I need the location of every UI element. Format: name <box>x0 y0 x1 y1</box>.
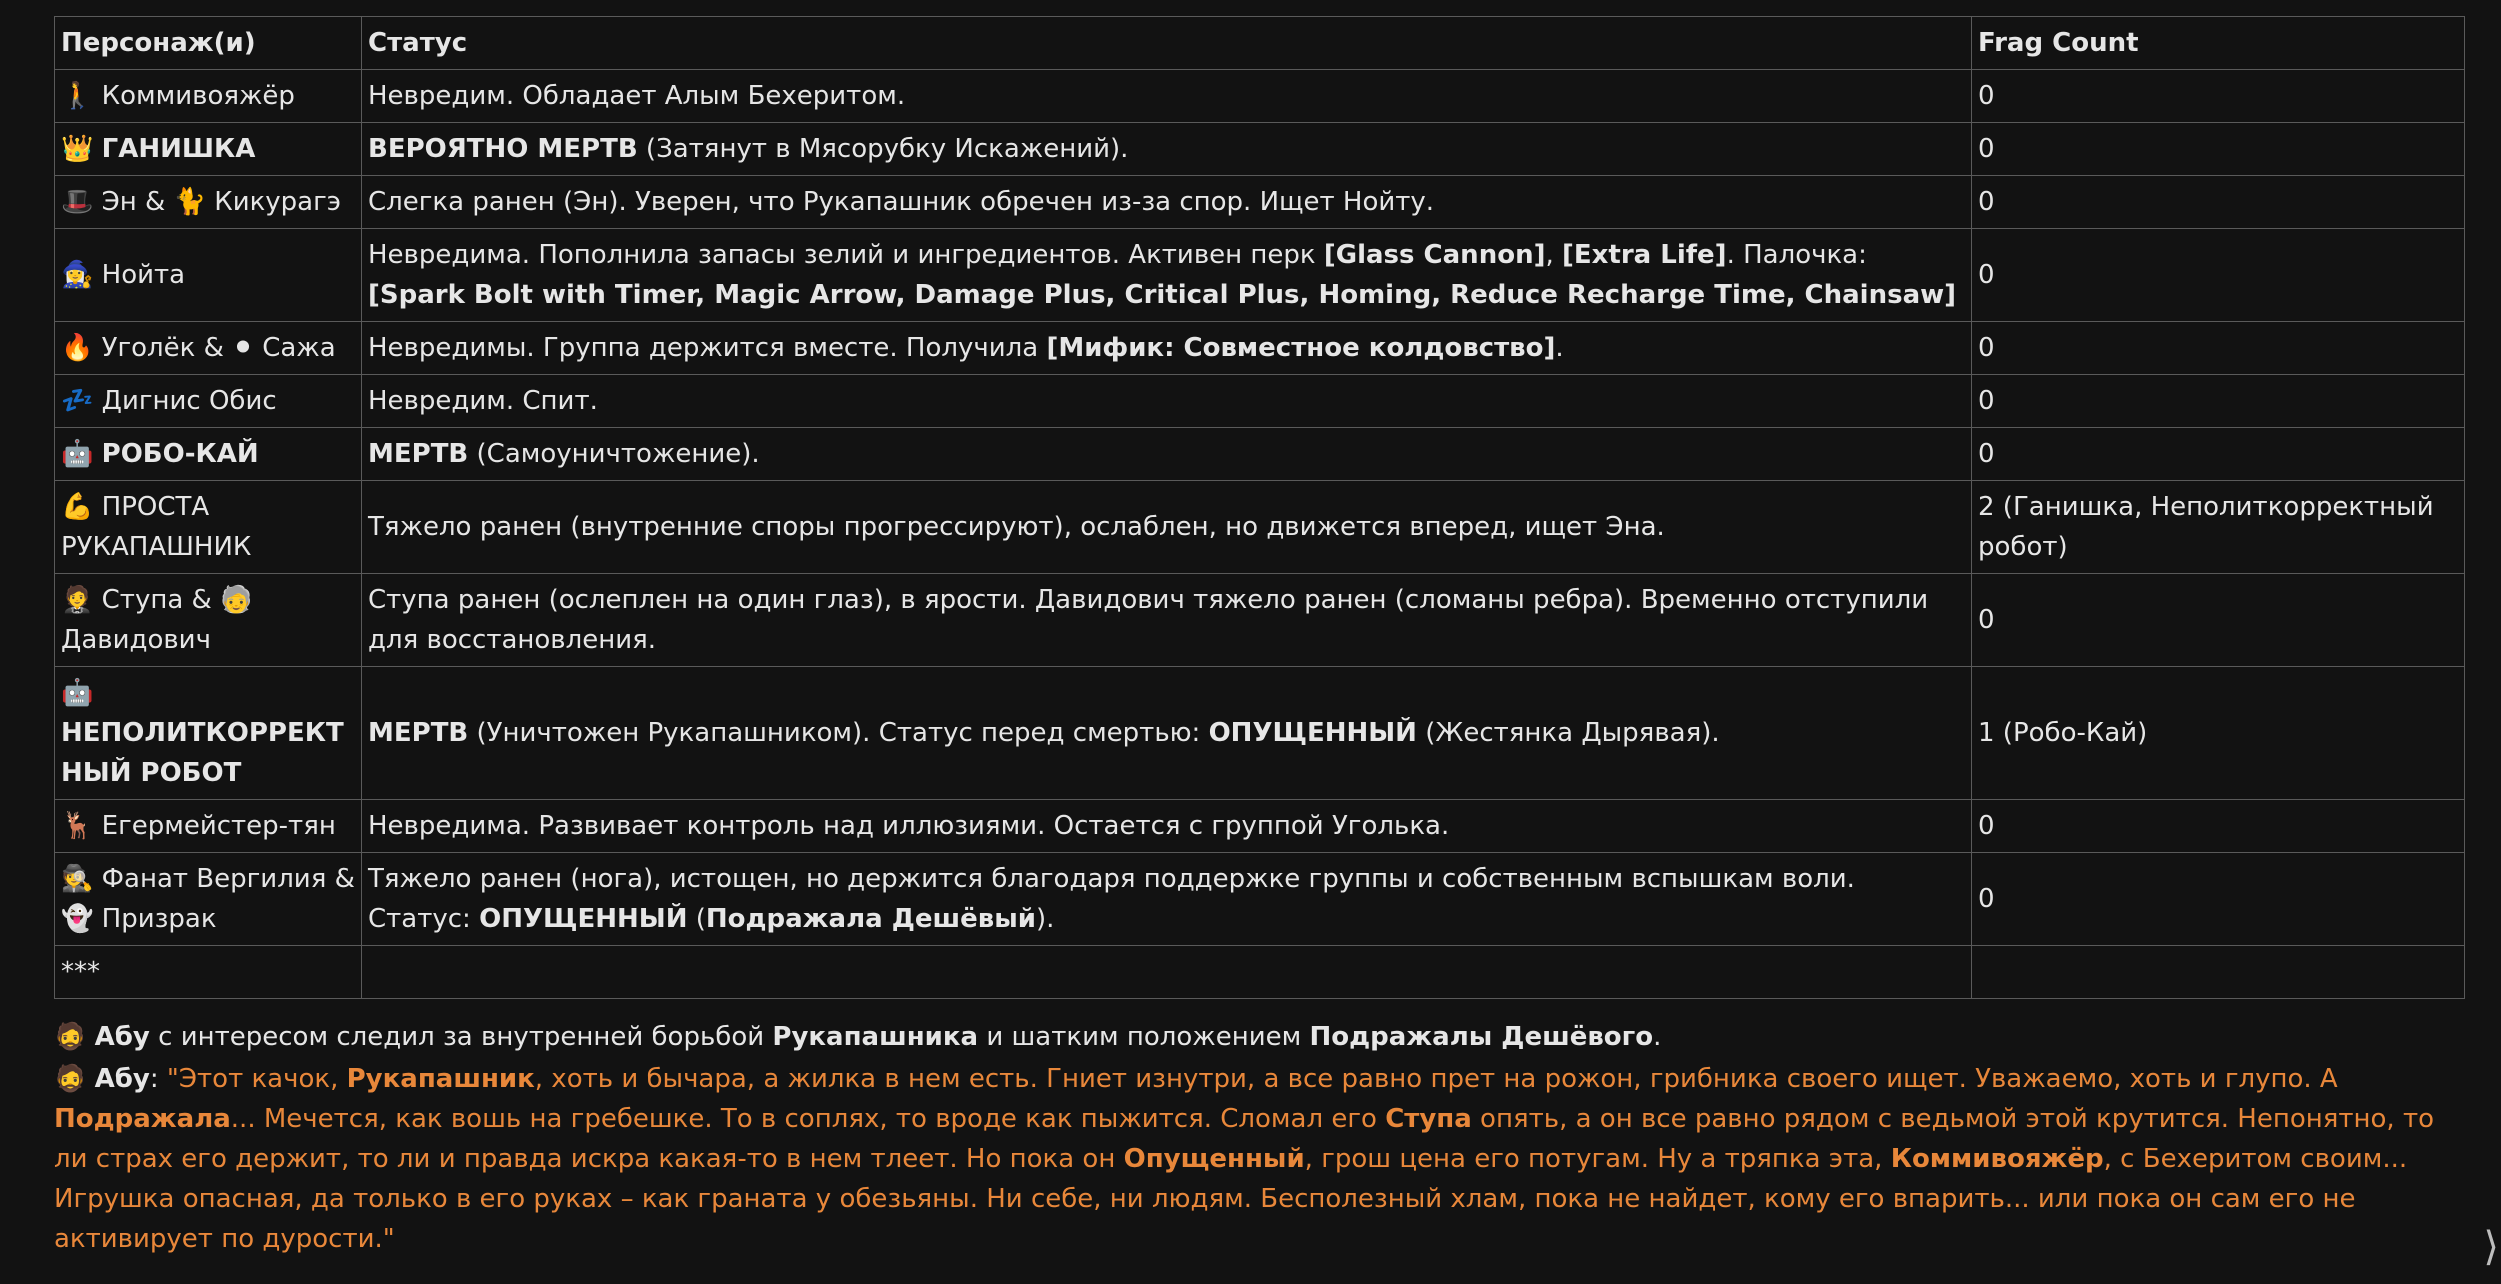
narration-text: с интересом следил за внутренней борьбой <box>149 1022 773 1052</box>
frag-count-cell: 0 <box>1972 574 2465 667</box>
status-cell <box>362 853 1972 946</box>
table-row <box>55 229 2465 322</box>
status-text: Тяжело ранен (внутренние споры прогрессируют), ослаблен, но движется вперед, ищет Эна. <box>368 512 1665 542</box>
table-row <box>55 667 2465 800</box>
character-cell <box>55 176 362 229</box>
quote-bold: Ступа <box>1385 1104 1472 1134</box>
status-bold: [Spark Bolt with Timer, Magic Arrow, Damage Plus, Critical Plus, Homing, Reduce Recharge Time, Chainsaw] <box>368 280 1957 310</box>
status-cell <box>362 322 1972 375</box>
character-text: 🦌 Егермейстер-тян <box>61 811 336 841</box>
frag-count-cell: 0 <box>1972 123 2465 176</box>
character-cell <box>55 667 362 800</box>
table-row <box>55 375 2465 428</box>
frag-count-cell: 0 <box>1972 800 2465 853</box>
character-text: 🕵️ Фанат Вергилия & 👻 Призрак <box>61 864 355 934</box>
frag-count-cell: 0 <box>1972 70 2465 123</box>
narration-text: . <box>1653 1022 1662 1052</box>
status-table <box>54 16 2465 999</box>
narration-block <box>54 1017 2464 1259</box>
status-bold: ОПУЩЕННЫЙ <box>479 904 688 934</box>
status-cell <box>362 375 1972 428</box>
status-bold: [Glass Cannon] <box>1323 240 1546 270</box>
abu-speech <box>54 1059 2464 1259</box>
table-row <box>55 853 2465 946</box>
chat-content <box>54 16 2464 1261</box>
quote-bold: Рукапашник <box>346 1064 535 1094</box>
character-text: *** <box>61 957 100 987</box>
character-cell <box>55 229 362 322</box>
status-bold: МЕРТВ <box>368 439 469 469</box>
table-row <box>55 481 2465 574</box>
status-text: Тяжело ранен (нога), истощен, но держится благодаря поддержке группы и собственным вспышкам воли. Статус: <box>368 864 1855 934</box>
frag-count-cell: 0 <box>1972 229 2465 322</box>
status-text: Слегка ранен (Эн). Уверен, что Рукапашник обречен из-за спор. Ищет Нойту. <box>368 187 1435 217</box>
table-row <box>55 123 2465 176</box>
speaker-text: 🧔 <box>54 1064 95 1094</box>
status-text: Невредима. Развивает контроль над иллюзиями. Остается с группой Уголька. <box>368 811 1450 841</box>
character-cell <box>55 322 362 375</box>
status-text: Невредима. Пополнила запасы зелий и ингредиентов. Активен перк <box>368 240 1324 270</box>
character-cell <box>55 375 362 428</box>
narration-bold: Абу <box>94 1022 150 1052</box>
status-bold: Подражала Дешёвый <box>705 904 1036 934</box>
frag-count-cell: 2 (Ганишка, Неполиткорректный робот) <box>1972 481 2465 574</box>
quote-text: опять, а он все равно рядом с ведьмой этой крутится. Непонятно, то ли страх его держит, то ли и правда искра какая-то в нем тлеет. Но пока он <box>54 1104 2435 1174</box>
character-cell <box>55 70 362 123</box>
status-text: (Самоуничтожение). <box>468 439 760 469</box>
character-text: 🤖 <box>61 678 94 708</box>
quote-bold: Подражала <box>54 1104 231 1134</box>
scroll-right-icon[interactable]: ⟩ <box>2483 1224 2499 1270</box>
status-cell <box>362 667 1972 800</box>
status-text: (Затянут в Мясорубку Искажений). <box>637 134 1129 164</box>
narration-bold: Подражалы Дешёвого <box>1309 1022 1654 1052</box>
speaker-bold: Абу <box>94 1064 150 1094</box>
character-text: 🧙‍♀️ Нойта <box>61 260 186 290</box>
table-row <box>55 176 2465 229</box>
status-cell <box>362 428 1972 481</box>
character-text: 🤖 <box>61 439 102 469</box>
status-text: Невредимы. Группа держится вместе. Получила <box>368 333 1047 363</box>
status-text: ). <box>1035 904 1055 934</box>
header-status: Статус <box>362 17 1972 70</box>
status-bold: МЕРТВ <box>368 718 469 748</box>
status-bold: [Мифик: Совместное колдовство] <box>1046 333 1556 363</box>
status-cell <box>362 800 1972 853</box>
status-text: (Жестянка Дырявая). <box>1416 718 1720 748</box>
table-row <box>55 946 2465 999</box>
frag-count-cell: 0 <box>1972 322 2465 375</box>
table-row <box>55 322 2465 375</box>
status-cell <box>362 946 1972 999</box>
quote-text: ... Мечется, как вошь на гребешке. То в соплях, то вроде как пыжится. Сломал его <box>230 1104 1386 1134</box>
character-text: 👑 <box>61 134 102 164</box>
quote-text: "Этот качок, <box>166 1064 347 1094</box>
status-cell <box>362 229 1972 322</box>
character-text: 💪 ПРОСТА РУКАПАШНИК <box>61 492 252 562</box>
status-text: . <box>1555 333 1564 363</box>
frag-count-cell: 0 <box>1972 428 2465 481</box>
quote-text: , грош цена его потугам. Ну а тряпка эта, <box>1304 1144 1891 1174</box>
character-cell <box>55 946 362 999</box>
status-text: (Уничтожен Рукапашником). Статус перед смертью: <box>468 718 1209 748</box>
status-cell <box>362 481 1972 574</box>
character-text: 🎩 Эн & 🐈 Кикурагэ <box>61 187 342 217</box>
narration-bold: Рукапашника <box>772 1022 979 1052</box>
header-frag-count: Frag Count <box>1972 17 2465 70</box>
status-text: ( <box>687 904 706 934</box>
narration-line <box>54 1017 2464 1057</box>
quote-text: , хоть и бычара, а жилка в нем есть. Гниет изнутри, а все равно прет на рожон, грибника своего ищет. Уважаемо, хоть и глупо. А <box>534 1064 2338 1094</box>
quote-bold: Коммивояжёр <box>1890 1144 2104 1174</box>
character-text: 💤 Дигнис Обис <box>61 386 277 416</box>
character-cell <box>55 481 362 574</box>
status-bold: ОПУЩЕННЫЙ <box>1208 718 1417 748</box>
status-cell <box>362 123 1972 176</box>
character-bold: ГАНИШКА <box>101 134 256 164</box>
status-bold: [Extra Life] <box>1562 240 1727 270</box>
character-text: 🔥 Уголёк & ⚫ Сажа <box>61 333 336 363</box>
character-cell <box>55 800 362 853</box>
status-cell <box>362 70 1972 123</box>
status-cell <box>362 574 1972 667</box>
table-row <box>55 70 2465 123</box>
status-text: . Палочка: <box>1726 240 1867 270</box>
status-text: Ступа ранен (ослеплен на один глаз), в ярости. Давидович тяжело ранен (сломаны ребра). Временно отступили для восстановления. <box>368 585 1929 655</box>
status-text: , <box>1545 240 1562 270</box>
status-bold: ВЕРОЯТНО МЕРТВ <box>368 134 638 164</box>
frag-count-cell: 0 <box>1972 853 2465 946</box>
status-text: Невредим. Обладает Алым Бехеритом. <box>368 81 906 111</box>
table-header-row <box>55 17 2465 70</box>
status-cell <box>362 176 1972 229</box>
character-text: 🚶 Коммивояжёр <box>61 81 295 111</box>
frag-count-cell <box>1972 946 2465 999</box>
table-row <box>55 800 2465 853</box>
character-cell <box>55 123 362 176</box>
table-row <box>55 428 2465 481</box>
quote-bold: Опущенный <box>1123 1144 1305 1174</box>
header-characters: Персонаж(и) <box>55 17 362 70</box>
character-cell <box>55 428 362 481</box>
table-row <box>55 574 2465 667</box>
frag-count-cell: 1 (Робо-Кай) <box>1972 667 2465 800</box>
character-cell <box>55 853 362 946</box>
status-text: Невредим. Спит. <box>368 386 598 416</box>
frag-count-cell: 0 <box>1972 375 2465 428</box>
abu-quote <box>54 1064 2434 1254</box>
character-cell <box>55 574 362 667</box>
speaker-text: : <box>149 1064 167 1094</box>
narration-text: 🧔 <box>54 1022 95 1052</box>
character-text: 🤵 Ступа & 🧓 Давидович <box>61 585 253 655</box>
character-bold: НЕПОЛИТКОРРЕКТНЫЙ РОБОТ <box>61 718 344 788</box>
character-bold: РОБО-КАЙ <box>101 439 259 469</box>
quote-text: , с Бехеритом своим... Игрушка опасная, да только в его руках – как граната у обезьяны. Ни себе, ни людям. Бесполезный хлам, пока не найдет, кому его впарить... или пока он сам его не активирует по дурости." <box>54 1144 2408 1254</box>
narration-text: и шатким положением <box>978 1022 1310 1052</box>
table-body <box>55 70 2465 999</box>
frag-count-cell: 0 <box>1972 176 2465 229</box>
